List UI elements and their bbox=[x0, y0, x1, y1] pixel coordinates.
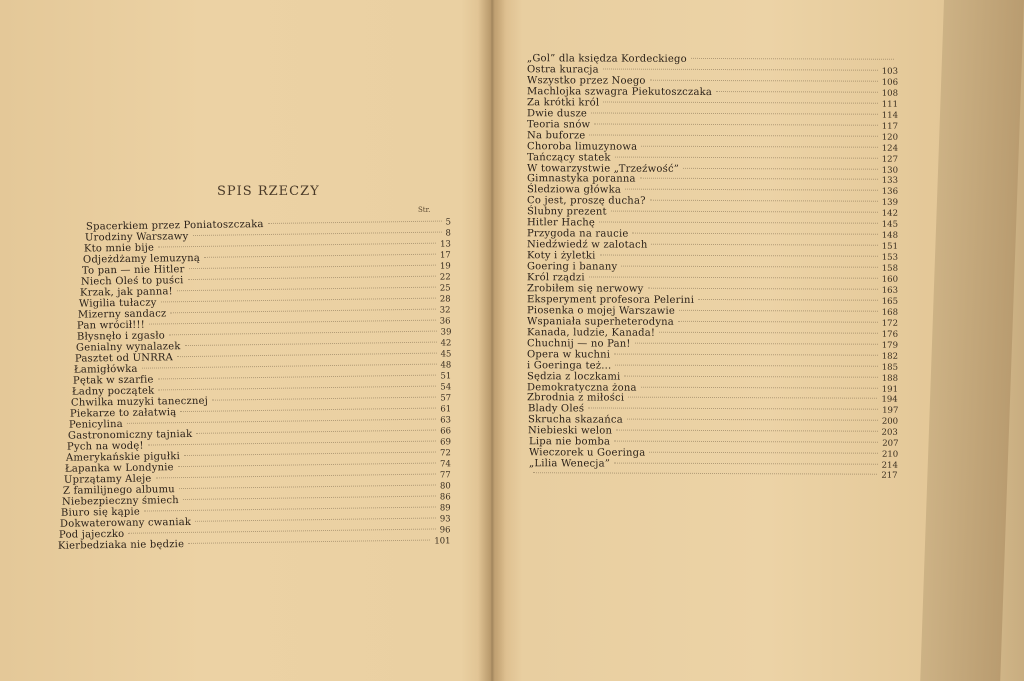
toc-entry-title: Wigilia tułaczy bbox=[79, 297, 158, 310]
toc-entry-title: Penicylina bbox=[68, 418, 123, 431]
toc-entry-title: Pod jajeczko bbox=[59, 528, 125, 541]
toc-entry-title: Choroba limuzynowa bbox=[526, 140, 638, 153]
toc-entry-page: 19 bbox=[440, 261, 452, 272]
toc-leader-dots bbox=[629, 397, 878, 399]
toc-leader-dots bbox=[698, 299, 878, 301]
toc-entry-page: 42 bbox=[440, 338, 452, 349]
toc-entry-page: 77 bbox=[440, 470, 452, 481]
toc-leader-dots bbox=[161, 298, 436, 303]
toc-leader-dots bbox=[177, 287, 436, 292]
toc-leader-dots bbox=[184, 342, 436, 347]
toc-entry-page: 191 bbox=[881, 384, 899, 395]
toc-entry-title: Kto mnie bije bbox=[84, 242, 155, 255]
toc-entry-page: 63 bbox=[440, 415, 452, 426]
toc-entry-page: 207 bbox=[881, 438, 899, 450]
toc-entry-title: Niebezpieczny śmiech bbox=[62, 495, 180, 508]
toc-leader-dots bbox=[178, 463, 436, 468]
toc-leader-dots bbox=[679, 310, 878, 312]
toc-leader-dots bbox=[594, 123, 877, 125]
toc-entry-page: 148 bbox=[881, 230, 899, 241]
toc-entry-page: 179 bbox=[881, 340, 899, 351]
toc-entry-page: 203 bbox=[881, 428, 899, 439]
toc-entry-page: 130 bbox=[881, 165, 899, 176]
toc-entry-title: Tańczący statek bbox=[526, 151, 611, 164]
toc-leader-dots bbox=[615, 156, 878, 158]
toc-leader-dots bbox=[591, 112, 878, 114]
toc-entry-page: 168 bbox=[881, 307, 899, 318]
toc-entry-page: 117 bbox=[881, 121, 899, 132]
toc-entry-title: Kierbedziaka nie będzie bbox=[58, 538, 185, 552]
toc-leader-dots bbox=[212, 397, 436, 401]
toc-entry-page: 139 bbox=[881, 198, 899, 209]
toc-leader-dots bbox=[180, 408, 436, 413]
toc-entry-title: Zbrodnia z miłości bbox=[527, 392, 625, 405]
toc-leader-dots bbox=[589, 134, 877, 136]
toc-leader-dots bbox=[149, 320, 436, 325]
toc-entry-title: Gastronomiczny tajniak bbox=[67, 428, 193, 442]
toc-entry-page: 17 bbox=[440, 250, 452, 261]
toc-leader-dots bbox=[611, 211, 878, 213]
toc-leader-dots bbox=[648, 288, 878, 290]
toc-entry-title: Król rządzi bbox=[526, 272, 585, 284]
toc-leader-dots bbox=[129, 528, 436, 533]
toc-leader-dots bbox=[600, 255, 878, 257]
toc-entry-title: Teoria snów bbox=[526, 118, 591, 131]
toc-entry-title: Zrobiłem się nerwowy bbox=[526, 283, 644, 295]
toc-leader-dots bbox=[624, 375, 877, 377]
toc-entry-page: 101 bbox=[434, 536, 452, 547]
toc-leader-dots bbox=[141, 364, 436, 369]
toc-entry-title: Chuchnij — no Pan! bbox=[526, 337, 631, 350]
toc-entry-title: Wspaniała superheterodyna bbox=[526, 315, 675, 328]
toc-entry-title: Krzak, jak panna! bbox=[80, 286, 174, 299]
toc-entry-title: Niebieski welon bbox=[528, 425, 613, 437]
toc-entry-title: Amerykańskie pigułki bbox=[65, 451, 181, 464]
toc-entry-title: Urodziny Warszawy bbox=[84, 231, 189, 244]
toc-entry-page: 210 bbox=[881, 449, 899, 460]
toc-entry-title: Piosenka o mojej Warszawie bbox=[526, 305, 676, 317]
toc-entry-page: 86 bbox=[440, 492, 452, 503]
toc-leader-dots bbox=[641, 145, 877, 147]
toc-title: SPIS RZECZY bbox=[217, 184, 320, 199]
toc-entry-page: 176 bbox=[881, 329, 899, 340]
toc-entry-page: 172 bbox=[881, 318, 899, 329]
toc-leader-dots bbox=[650, 80, 878, 82]
toc-entry-title: Przygoda na raucie bbox=[526, 228, 629, 240]
toc-leader-dots bbox=[640, 178, 878, 180]
toc-entry-page: 182 bbox=[881, 351, 899, 362]
toc-entry-title: Demokratyczna żona bbox=[526, 381, 637, 394]
toc-entry-page: 32 bbox=[440, 305, 452, 316]
toc-leader-dots bbox=[625, 189, 878, 191]
toc-leader-dots bbox=[691, 58, 894, 60]
toc-leader-dots bbox=[144, 506, 436, 511]
toc-entry-page: 54 bbox=[440, 382, 452, 393]
toc-leader-dots bbox=[641, 386, 878, 388]
toc-entry-page: 111 bbox=[881, 99, 899, 110]
toc-entry-title: Uprzątamy Aleje bbox=[64, 473, 152, 486]
toc-entry-title: Pan wrócił!!! bbox=[77, 319, 146, 332]
toc-entry-title: Z familijnego albumu bbox=[63, 484, 176, 497]
page-column-label: Str. bbox=[418, 206, 431, 214]
toc-leader-dots bbox=[156, 474, 437, 479]
toc-entry-page: 133 bbox=[881, 176, 899, 187]
toc-entry-title: Niech Oleś to puści bbox=[81, 275, 184, 288]
toc-entry-title: Gimnastyka poranna bbox=[526, 173, 636, 186]
toc-entry-title: Dokwaterowany cwaniak bbox=[60, 516, 192, 530]
toc-entry-page: 8 bbox=[445, 228, 452, 239]
toc-entry-page: 217 bbox=[881, 470, 899, 481]
toc-entry-page: 66 bbox=[440, 426, 452, 437]
toc-leader-dots bbox=[168, 331, 436, 336]
toc-entry-page: 103 bbox=[881, 66, 899, 77]
toc-entry-page: 160 bbox=[881, 274, 899, 285]
toc-leader-dots bbox=[204, 254, 436, 258]
toc-entry-title: Skrucha skazańca bbox=[527, 414, 623, 426]
toc-leader-dots bbox=[148, 441, 436, 446]
toc-leader-dots bbox=[179, 484, 436, 489]
toc-entry-page: 127 bbox=[881, 154, 899, 165]
right-page bbox=[506, 0, 946, 681]
toc-entry-page: 74 bbox=[440, 459, 452, 470]
toc-leader-dots bbox=[183, 495, 436, 500]
toc-leader-dots bbox=[616, 430, 877, 432]
toc-entry-title: W towarzystwie „Trzeźwość” bbox=[526, 162, 680, 175]
toc-entry-title: Za krótki król bbox=[526, 96, 600, 109]
toc-leader-dots bbox=[189, 265, 436, 269]
toc-entry-page: 153 bbox=[881, 252, 899, 263]
toc-entry-title: Lipa nie bomba bbox=[528, 436, 610, 448]
toc-entry-title: Niedźwiedź w zalotach bbox=[526, 239, 648, 251]
toc-entry-title: Blady Oleś bbox=[527, 403, 584, 415]
toc-leader-dots bbox=[627, 419, 878, 421]
toc-entry-title: Łamigłówka bbox=[73, 363, 138, 376]
toc-entry-title: Biuro się kąpie bbox=[61, 506, 141, 519]
toc-entry-page: 108 bbox=[881, 88, 899, 99]
toc-entry-page: 93 bbox=[440, 514, 452, 525]
toc-leader-dots bbox=[588, 408, 878, 410]
toc-entry-title: Łapanka w Londynie bbox=[65, 462, 174, 475]
toc-entry-title: Wieczorek u Goeringa bbox=[528, 447, 646, 459]
toc-entry-title: Dwie dusze bbox=[526, 107, 588, 120]
toc-entry-page: 158 bbox=[881, 263, 899, 274]
toc-entry-title: Mizerny sandacz bbox=[78, 308, 167, 321]
toc-entry-page: 136 bbox=[881, 187, 899, 198]
toc-entry-title: Co jest, proszę ducha? bbox=[526, 195, 646, 208]
toc-entry-title: Sędzia z loczkami bbox=[526, 370, 621, 383]
toc-leader-dots bbox=[678, 321, 878, 323]
toc-entry-title: Opera w kuchni bbox=[526, 348, 611, 361]
toc-leader-dots bbox=[177, 353, 437, 358]
toc-entry bbox=[529, 469, 898, 483]
toc-entry-page: 57 bbox=[440, 393, 452, 404]
toc-entry-page: 48 bbox=[440, 360, 452, 371]
toc-entry-title: Ślubny prezent bbox=[526, 206, 607, 218]
toc-entry-page: 194 bbox=[881, 395, 899, 406]
toc-entry-title: Genialny wynalazek bbox=[75, 341, 181, 354]
toc-leader-dots bbox=[615, 364, 877, 366]
toc-entry-page: 185 bbox=[881, 362, 899, 373]
toc-leader-dots bbox=[716, 91, 878, 93]
toc-entry-page: 45 bbox=[440, 349, 452, 360]
toc-leader-dots bbox=[659, 332, 878, 334]
toc-entry-page: 22 bbox=[440, 272, 452, 283]
toc-leader-dots bbox=[651, 244, 877, 246]
toc-leader-dots bbox=[195, 517, 436, 521]
toc-leader-dots bbox=[603, 68, 878, 70]
toc-entry-page: 13 bbox=[440, 239, 452, 250]
toc-leader-dots bbox=[268, 221, 442, 224]
toc-leader-dots bbox=[683, 167, 878, 169]
toc-leader-dots bbox=[614, 463, 878, 465]
toc-entry-page: 142 bbox=[881, 209, 899, 220]
toc-entry-page: 69 bbox=[440, 437, 452, 448]
toc-entry-page: 72 bbox=[440, 448, 452, 459]
toc-entry-page: 120 bbox=[881, 132, 899, 143]
toc-leader-dots bbox=[127, 419, 436, 424]
toc-entry-title: Pasztet od UNRRA bbox=[74, 352, 173, 365]
toc-entry-page: 114 bbox=[881, 110, 899, 121]
toc-leader-dots bbox=[171, 309, 436, 314]
toc-leader-dots bbox=[188, 276, 436, 280]
toc-leader-dots bbox=[589, 276, 878, 278]
toc-entry-title: Kanada, ludzie, Kanada! bbox=[526, 326, 656, 339]
toc-leader-dots bbox=[632, 233, 877, 235]
toc-entry-page: 163 bbox=[881, 285, 899, 296]
toc-entry-title: Ładny początek bbox=[71, 385, 155, 398]
toc-leader-dots bbox=[158, 243, 436, 248]
toc-entry-title: Wszystko przez Noego bbox=[526, 75, 646, 87]
toc-leader-dots bbox=[635, 342, 878, 344]
toc-entry-page: 61 bbox=[440, 404, 452, 415]
toc-entry-title: Koty i żyletki bbox=[526, 250, 596, 262]
toc-entry-page: 214 bbox=[881, 460, 899, 471]
toc-entry-page: 89 bbox=[440, 503, 452, 514]
toc-entry-title: Odjeżdżamy lemuzyną bbox=[83, 252, 201, 266]
toc-entry-page: 151 bbox=[881, 241, 899, 252]
toc-leader-dots bbox=[193, 232, 442, 236]
toc-leader-dots bbox=[196, 430, 436, 434]
toc-entry-title: Na buforze bbox=[526, 129, 586, 142]
toc-leader-dots bbox=[614, 353, 878, 355]
toc-entry-page: 200 bbox=[881, 417, 899, 428]
toc-entry-page: 51 bbox=[440, 371, 452, 382]
toc-leader-dots bbox=[158, 386, 436, 391]
left-page bbox=[0, 0, 490, 681]
toc-entry-title: Chwilka muzyki tanecznej bbox=[70, 395, 208, 409]
toc-entry-title: Machlojka szwagra Piekutoszczaka bbox=[526, 86, 713, 98]
toc-leader-dots bbox=[189, 540, 431, 544]
toc-entry-title: Pych na wodę! bbox=[66, 440, 144, 453]
toc-leader-dots bbox=[533, 472, 877, 475]
toc-entry-page: 197 bbox=[881, 406, 899, 417]
toc-entry-page: 188 bbox=[881, 373, 899, 384]
toc-entry-title: Piekarze to załatwią bbox=[69, 407, 177, 420]
toc-leader-dots bbox=[599, 222, 878, 224]
toc-entry-page: 39 bbox=[440, 327, 452, 338]
toc-entry-title: Ostra kuracja bbox=[526, 64, 599, 76]
toc-entry-page: 5 bbox=[445, 217, 452, 228]
toc-entry-title: Eksperyment profesora Pelerini bbox=[526, 294, 695, 306]
toc-entry-page: 124 bbox=[881, 143, 899, 154]
toc-leader-dots bbox=[649, 452, 878, 454]
toc-entry-page: 36 bbox=[440, 316, 452, 327]
toc-entry-title: i Goeringa też... bbox=[526, 359, 612, 372]
toc-entry-title: Pętak w szarfie bbox=[72, 374, 154, 387]
toc-entry-page: 80 bbox=[440, 481, 452, 492]
toc-leader-dots bbox=[184, 452, 436, 457]
toc-entry-title: To pan — nie Hitler bbox=[82, 264, 185, 277]
toc-entry-title: Spacerkiem przez Poniatoszczaka bbox=[85, 219, 264, 233]
toc-entry-page: 165 bbox=[881, 296, 899, 307]
toc-leader-dots bbox=[621, 266, 877, 268]
toc-entry-page: 106 bbox=[881, 77, 899, 88]
toc-leader-dots bbox=[157, 375, 436, 380]
toc-entry-page: 145 bbox=[881, 219, 899, 231]
toc-entry-title: „Gol” dla księdza Kordeckiego bbox=[526, 53, 687, 65]
toc-entry-page: 25 bbox=[440, 283, 452, 294]
toc-entry-title: Hitler Hachę bbox=[526, 217, 596, 229]
toc-entry-title: „Lilia Wenecja” bbox=[529, 458, 611, 470]
toc-leader-dots bbox=[614, 441, 878, 443]
toc-entry-page: 28 bbox=[440, 294, 452, 305]
toc-entry-title: Błysnęło i zgasło bbox=[76, 330, 165, 343]
toc-entry-title: Śledziowa główka bbox=[526, 184, 622, 196]
toc-entry-page: 96 bbox=[440, 525, 452, 536]
toc-entry-title: Goering i banany bbox=[526, 261, 618, 273]
toc-leader-dots bbox=[650, 200, 878, 202]
toc-leader-dots bbox=[603, 101, 878, 103]
